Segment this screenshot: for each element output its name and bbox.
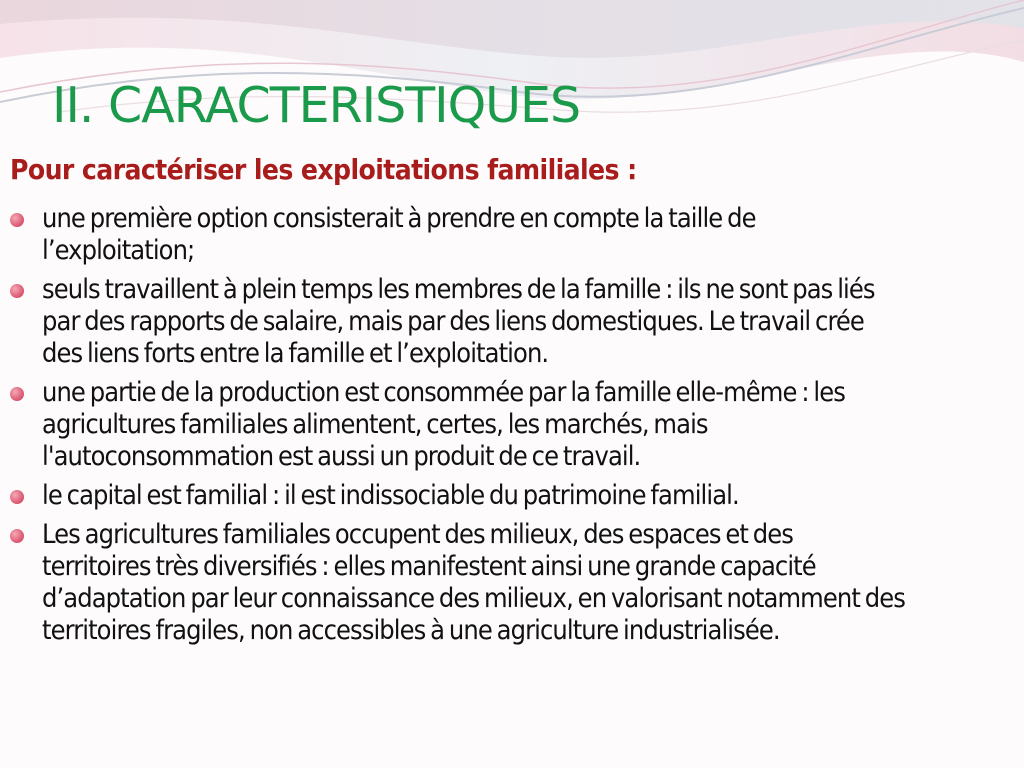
list-item-text-line: territoires fragiles, non accessibles à une agriculture industrialisée. [42, 615, 780, 646]
list-item [8, 274, 1018, 370]
bullet-dot-icon [10, 490, 24, 504]
list-item-text-line: des liens forts entre la famille et l’exploitation. [42, 338, 549, 369]
list-item [8, 377, 1018, 473]
list-item-text-line: une première option consisterait à prendre en compte la taille de [42, 203, 756, 234]
list-item [8, 519, 1018, 647]
page-title: II. CARACTERISTIQUES [52, 77, 581, 134]
bullet-dot-icon [10, 284, 24, 298]
list-item-text-line: une partie de la production est consommée par la famille elle-même : les [42, 377, 845, 408]
list-item-text-line: d’adaptation par leur connaissance des milieux, en valorisant notamment des [42, 583, 905, 614]
list-item-text-line: agricultures familiales alimentent, certes, les marchés, mais [42, 409, 708, 440]
list-item-text-line: territoires très diversifiés : elles manifestent ainsi une grande capacité [42, 551, 816, 582]
list-item-text-line: l'autoconsommation est aussi un produit de ce travail. [42, 441, 641, 472]
list-item-text-line: par des rapports de salaire, mais par des liens domestiques. Le travail crée [42, 306, 864, 337]
list-item [8, 203, 1018, 267]
section-subtitle: Pour caractériser les exploitations familiales : [10, 153, 637, 186]
list-item-text-line: le capital est familial : il est indissociable du patrimoine familial. [42, 480, 739, 511]
bullet-dot-icon [10, 387, 24, 401]
list-item-text-line: l’exploitation; [42, 235, 195, 266]
list-item [8, 480, 1018, 512]
list-item-text-line: seuls travaillent à plein temps les membres de la famille : ils ne sont pas liés [42, 274, 875, 305]
list-item-text-line: Les agricultures familiales occupent des milieux, des espaces et des [42, 519, 794, 550]
bullet-dot-icon [10, 213, 24, 227]
bullet-list [8, 203, 1018, 654]
bullet-dot-icon [10, 529, 24, 543]
